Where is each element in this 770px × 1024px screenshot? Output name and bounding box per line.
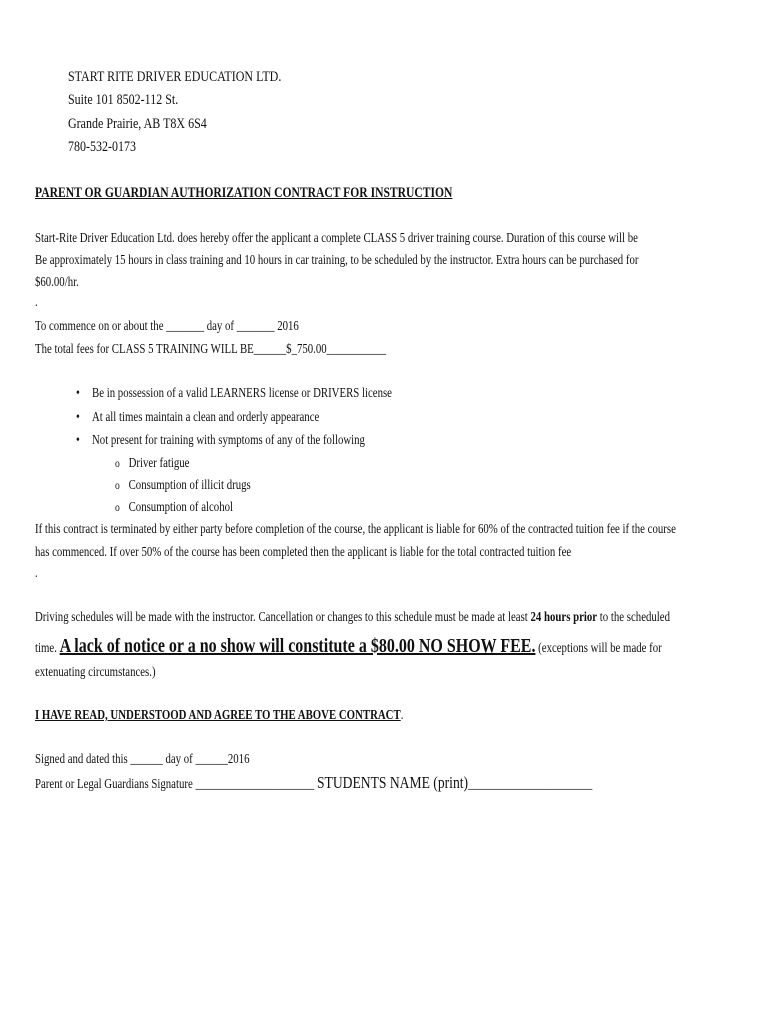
schedule-text-end: to the scheduled — [597, 609, 670, 624]
contract-title: PARENT OR GUARDIAN AUTHORIZATION CONTRACT FOR INSTRUCTION — [35, 185, 453, 201]
bullet-text: Be in possession of a valid LEARNERS license or DRIVERS license — [92, 385, 392, 400]
agreement-line — [35, 708, 403, 722]
schedule-time-text: time. — [35, 640, 60, 655]
agreement-period: . — [400, 707, 404, 722]
signed-dated-line: Signed and dated this ______ day of ______2016 — [35, 751, 250, 766]
company-phone: 780-532-0173 — [68, 139, 136, 155]
schedule-line-2 — [35, 636, 662, 656]
intro-line-3: $60.00/hr. — [35, 274, 79, 289]
sub-bullet-item — [115, 456, 189, 470]
circle-bullet-icon: o — [115, 478, 120, 492]
bullet-text: At all times maintain a clean and orderly appearance — [92, 409, 320, 424]
intro-line-2: Be approximately 15 hours in class training and 10 hours in car training, to be scheduled by the instructor. Extra hours can be purchased for — [35, 252, 639, 267]
company-name: START RITE DRIVER EDUCATION LTD. — [68, 69, 282, 85]
fees-line: The total fees for CLASS 5 TRAINING WILL BE______$_750.00___________ — [35, 341, 387, 356]
bullet-text: Not present for training with symptoms of any of the following — [92, 432, 365, 447]
schedule-line-3: extenuating circumstances.) — [35, 664, 156, 679]
intro-line-1: Start-Rite Driver Education Ltd. does hereby offer the applicant a complete CLASS 5 driver training course. Duration of this course will be — [35, 230, 638, 245]
no-show-fee-notice: A lack of notice or a no show will constitute a $80.00 NO SHOW FEE. — [59, 635, 536, 657]
bullet-icon: • — [76, 409, 80, 424]
company-suite: Suite 101 8502-112 St. — [68, 92, 179, 108]
bullet-item — [76, 386, 392, 400]
agreement-statement: I HAVE READ, UNDERSTOOD AND AGREE TO THE ABOVE CONTRACT — [35, 707, 401, 722]
sub-bullet-text: Driver fatigue — [128, 455, 190, 470]
sub-bullet-item — [115, 478, 251, 492]
students-name-blank[interactable]: _______________________ — [468, 776, 593, 791]
sub-bullet-text: Consumption of illicit drugs — [128, 477, 251, 492]
students-name-label: STUDENTS NAME (print) — [316, 773, 469, 792]
schedule-hours-emphasis: 24 hours prior — [530, 609, 598, 624]
company-city: Grande Prairie, AB T8X 6S4 — [68, 116, 207, 132]
guardian-signature-blank[interactable]: ______________________ — [195, 776, 315, 791]
sub-bullet-text: Consumption of alcohol — [128, 499, 233, 514]
termination-line-2: has commenced. If over 50% of the course has been completed then the applicant is liable for the total contracted tuition fee — [35, 544, 572, 559]
schedule-text: Driving schedules will be made with the instructor. Cancellation or changes to this schedule must be made at least — [35, 609, 531, 624]
sub-bullet-item — [115, 500, 233, 514]
signature-line — [35, 774, 592, 791]
bullet-item — [76, 410, 319, 424]
exceptions-text: (exceptions will be made for — [535, 640, 662, 655]
termination-dot: . — [35, 565, 38, 580]
bullet-icon: • — [76, 385, 80, 400]
bullet-item — [76, 433, 365, 447]
circle-bullet-icon: o — [115, 500, 120, 514]
bullet-icon: • — [76, 432, 80, 447]
termination-line-1: If this contract is terminated by either party before completion of the course, the applicant is liable for 60% of the contracted tuition fee if the course — [35, 521, 676, 536]
commence-line: To commence on or about the _______ day of _______ 2016 — [35, 318, 299, 333]
intro-dot: . — [35, 294, 38, 309]
schedule-line-1 — [35, 610, 670, 624]
guardian-signature-label: Parent or Legal Guardians Signature — [35, 776, 196, 791]
circle-bullet-icon: o — [115, 456, 120, 470]
